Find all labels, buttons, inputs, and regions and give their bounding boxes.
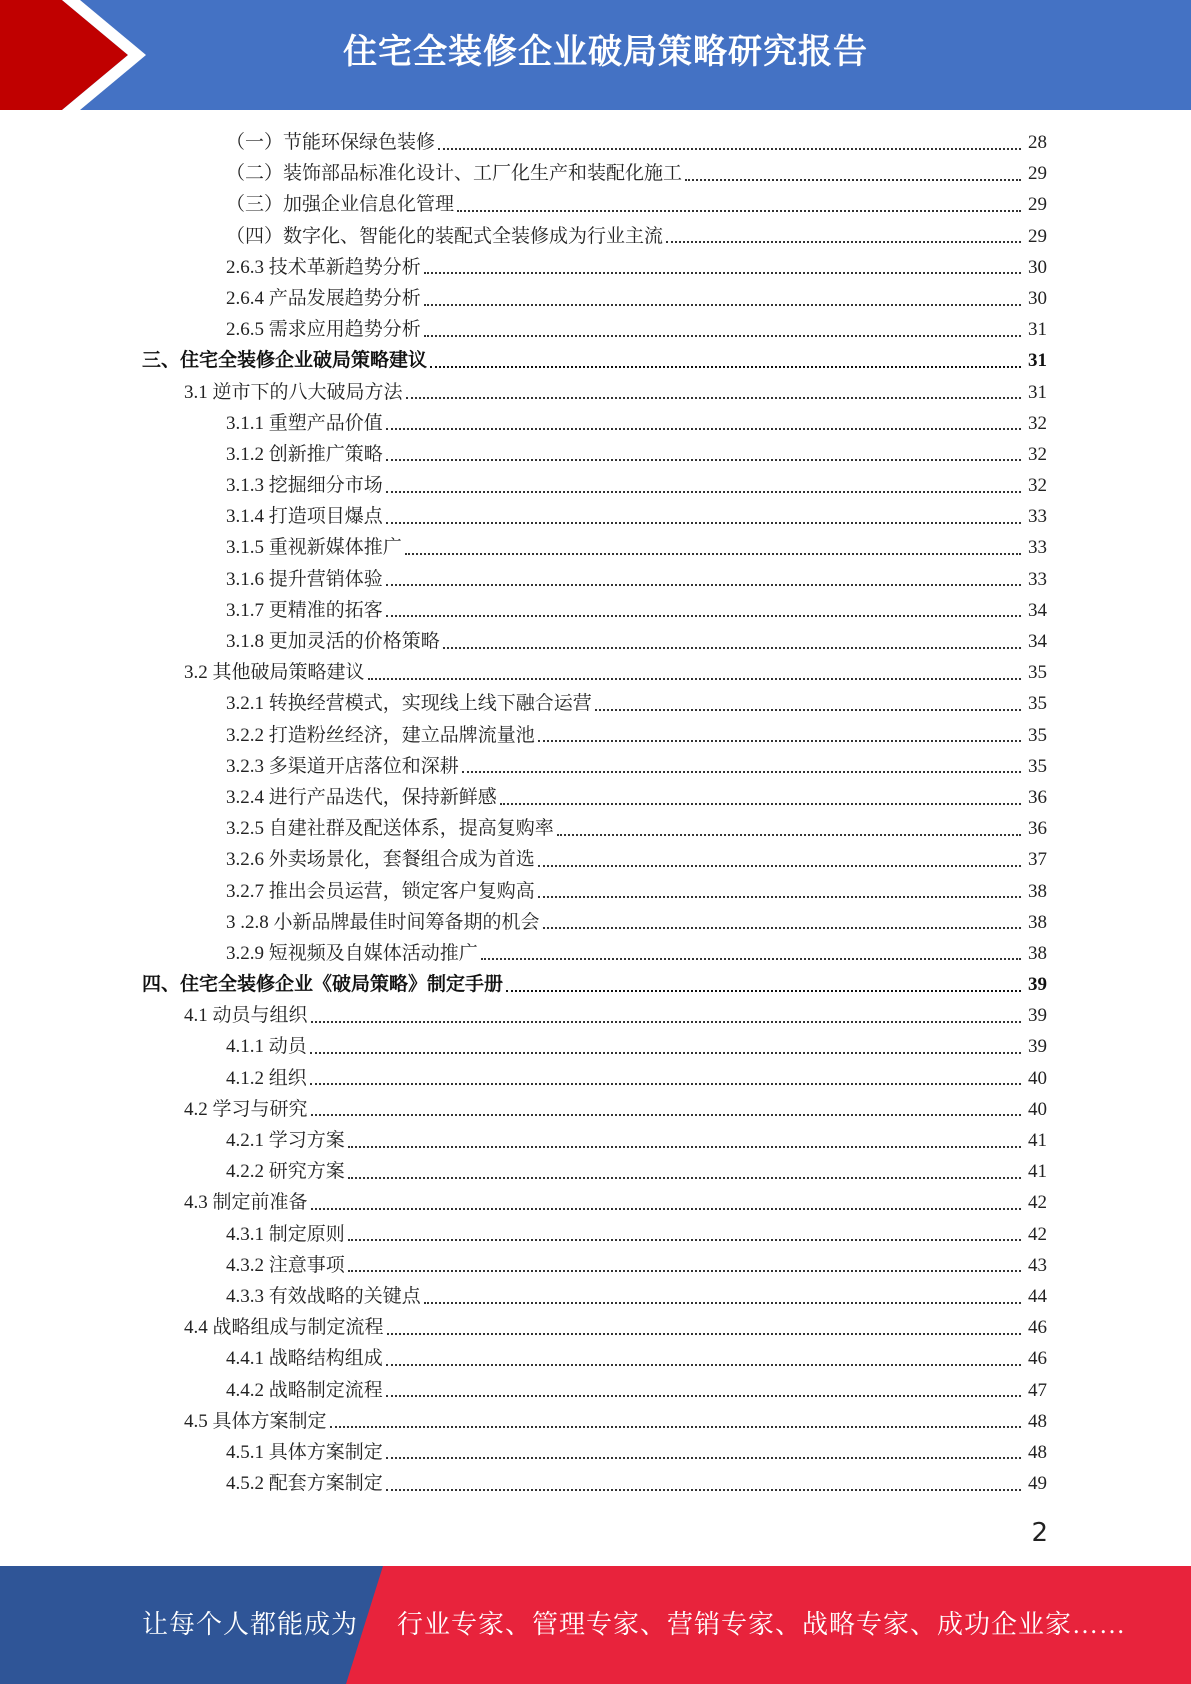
toc-entry-page: 33	[1028, 568, 1047, 590]
toc-entry-title: 4.1 动员与组织	[184, 1005, 308, 1027]
toc-entry-page: 30	[1028, 256, 1047, 278]
toc-entry-page: 48	[1028, 1410, 1047, 1432]
toc-entry-page: 34	[1028, 599, 1047, 621]
toc-dot-leader	[311, 1114, 1021, 1116]
toc-entry[interactable]	[0, 283, 1191, 314]
toc-entry-title: 2.6.4 产品发展趋势分析	[226, 287, 421, 309]
toc-dot-leader	[386, 1364, 1021, 1366]
toc-dot-leader	[386, 459, 1021, 461]
toc-entry-title: 三、住宅全装修企业破局策略建议	[142, 350, 428, 372]
toc-entry-page: 31	[1028, 350, 1047, 372]
toc-dot-leader	[543, 927, 1021, 929]
toc-entry[interactable]	[0, 688, 1191, 719]
toc-entry-title: 3.1 逆市下的八大破局方法	[184, 381, 403, 403]
toc-entry-title: 3.1.3 挖掘细分市场	[226, 475, 383, 497]
toc-dot-leader	[310, 1052, 1021, 1054]
toc-entry[interactable]	[0, 1063, 1191, 1094]
toc-entry-page: 43	[1028, 1254, 1047, 1276]
toc-entry-page: 42	[1028, 1223, 1047, 1245]
toc-entry[interactable]	[0, 1375, 1191, 1406]
toc-entry-page: 29	[1028, 194, 1047, 216]
toc-dot-leader	[443, 647, 1021, 649]
toc-dot-leader	[666, 241, 1021, 243]
toc-entry-page: 44	[1028, 1285, 1047, 1307]
toc-entry-title: 4.5.2 配套方案制定	[226, 1473, 383, 1495]
toc-entry-title: 4.3.3 有效战略的关键点	[226, 1285, 421, 1307]
toc-dot-leader	[424, 272, 1021, 274]
toc-entry-page: 38	[1028, 942, 1047, 964]
toc-entry-title: （四）数字化、智能化的装配式全装修成为行业主流	[226, 225, 664, 247]
toc-entry[interactable]	[0, 938, 1191, 969]
toc-entry[interactable]	[0, 657, 1191, 688]
toc-entry-title: 3.1.6 提升营销体验	[226, 568, 383, 590]
toc-dot-leader	[481, 958, 1021, 960]
toc-entry[interactable]	[0, 439, 1191, 470]
toc-entry[interactable]	[0, 813, 1191, 844]
toc-dot-leader	[538, 865, 1021, 867]
toc-entry[interactable]	[0, 345, 1191, 376]
toc-entry-page: 35	[1028, 755, 1047, 777]
toc-entry-title: 3.2.7 推出会员运营，锁定客户复购高	[226, 880, 535, 902]
toc-entry[interactable]	[0, 1125, 1191, 1156]
toc-entry-title: 4.3 制定前准备	[184, 1192, 308, 1214]
page-header	[0, 0, 1191, 110]
toc-entry-title: 3.2.4 进行产品迭代，保持新鲜感	[226, 786, 497, 808]
table-of-contents	[0, 127, 1191, 1499]
toc-entry-page: 48	[1028, 1441, 1047, 1463]
toc-entry-title: 3.2.6 外卖场景化，套餐组合成为首选	[226, 849, 535, 871]
toc-entry-title: 4.1.2 组织	[226, 1067, 307, 1089]
toc-entry[interactable]	[0, 969, 1191, 1000]
toc-dot-leader	[538, 740, 1021, 742]
footer-slogan-lead: 让每个人都能成为	[142, 1610, 359, 1639]
toc-entry-page: 33	[1028, 537, 1047, 559]
toc-entry[interactable]	[0, 907, 1191, 938]
toc-entry[interactable]	[0, 1468, 1191, 1499]
toc-entry[interactable]	[0, 532, 1191, 563]
toc-dot-leader	[386, 1489, 1021, 1491]
toc-entry-title: 3.1.4 打造项目爆点	[226, 506, 383, 528]
toc-dot-leader	[348, 1146, 1021, 1148]
toc-entry-title: 3.2.5 自建社群及配送体系，提高复购率	[226, 818, 554, 840]
toc-entry[interactable]	[0, 720, 1191, 751]
toc-entry-page: 40	[1028, 1098, 1047, 1120]
toc-entry[interactable]	[0, 1437, 1191, 1468]
toc-entry[interactable]	[0, 1343, 1191, 1374]
toc-entry[interactable]	[0, 408, 1191, 439]
toc-entry-page: 36	[1028, 818, 1047, 840]
toc-entry-title: 四、住宅全装修企业《破局策略》制定手册	[142, 974, 504, 996]
toc-dot-leader	[438, 148, 1021, 150]
toc-entry-page: 34	[1028, 631, 1047, 652]
toc-entry-page: 46	[1028, 1317, 1047, 1339]
toc-entry[interactable]	[0, 564, 1191, 595]
toc-entry-title: 3.2.3 多渠道开店落位和深耕	[226, 755, 459, 777]
toc-entry-title: 4.5 具体方案制定	[184, 1410, 327, 1432]
toc-entry[interactable]	[0, 844, 1191, 875]
toc-entry[interactable]	[0, 1156, 1191, 1187]
toc-entry-page: 47	[1028, 1379, 1047, 1401]
toc-dot-leader	[368, 678, 1021, 680]
toc-entry-page: 35	[1028, 662, 1047, 684]
toc-entry[interactable]	[0, 377, 1191, 408]
toc-dot-leader	[348, 1239, 1021, 1241]
toc-entry-title: 3 .2.8 小新品牌最佳时间筹备期的机会	[226, 911, 540, 933]
toc-dot-leader	[387, 1333, 1021, 1335]
toc-entry-page: 42	[1028, 1192, 1047, 1214]
toc-entry-page: 41	[1028, 1161, 1047, 1183]
toc-entry-page: 36	[1028, 786, 1047, 808]
toc-dot-leader	[506, 990, 1021, 992]
toc-dot-leader	[595, 709, 1021, 711]
toc-dot-leader	[424, 335, 1021, 337]
toc-entry[interactable]	[0, 1094, 1191, 1125]
toc-entry-title: 4.4 战略组成与制定流程	[184, 1317, 384, 1339]
toc-dot-leader	[538, 896, 1021, 898]
toc-entry-title: 3.1.7 更精准的拓客	[226, 599, 383, 621]
toc-entry-page: 30	[1028, 287, 1047, 309]
toc-entry-page: 38	[1028, 880, 1047, 902]
toc-entry[interactable]	[0, 751, 1191, 782]
toc-entry[interactable]	[0, 1187, 1191, 1218]
toc-entry-title: 4.4.2 战略制定流程	[226, 1379, 383, 1401]
toc-entry-title: 2.6.3 技术革新趋势分析	[226, 256, 421, 278]
toc-entry-title: 3.2.1 转换经营模式，实现线上线下融合运营	[226, 693, 592, 715]
toc-entry-title: 4.1.1 动员	[226, 1036, 307, 1058]
toc-entry[interactable]	[0, 876, 1191, 907]
toc-entry-page: 32	[1028, 443, 1047, 465]
toc-dot-leader	[386, 522, 1021, 524]
toc-entry-page: 41	[1028, 1130, 1047, 1151]
report-title: 住宅全装修企业破局策略研究报告	[343, 32, 868, 72]
toc-entry-title: 4.3.1 制定原则	[226, 1223, 345, 1245]
toc-dot-leader	[430, 366, 1021, 368]
toc-dot-leader	[405, 553, 1021, 555]
toc-entry[interactable]	[0, 1000, 1191, 1031]
toc-entry-page: 29	[1028, 225, 1047, 247]
toc-entry-title: （三）加强企业信息化管理	[226, 194, 455, 216]
toc-entry-page: 38	[1028, 911, 1047, 933]
toc-dot-leader	[386, 584, 1021, 586]
toc-entry-title: 3.2.2 打造粉丝经济，建立品牌流量池	[226, 724, 535, 746]
toc-entry[interactable]	[0, 221, 1191, 252]
toc-entry-title: （二）装饰部品标准化设计、工厂化生产和装配化施工	[226, 163, 683, 185]
toc-entry-page: 31	[1028, 381, 1047, 403]
toc-dot-leader	[386, 1395, 1021, 1397]
page-number: 2	[1031, 1518, 1048, 1548]
toc-entry-title: 3.1.5 重视新媒体推广	[226, 537, 402, 559]
toc-entry[interactable]	[0, 1250, 1191, 1281]
toc-dot-leader	[386, 491, 1021, 493]
toc-entry[interactable]	[0, 595, 1191, 626]
toc-entry-title: 4.2.2 研究方案	[226, 1161, 345, 1183]
toc-dot-leader	[462, 771, 1021, 773]
toc-entry[interactable]	[0, 1281, 1191, 1312]
toc-entry[interactable]	[0, 501, 1191, 532]
toc-entry-page: 35	[1028, 724, 1047, 746]
toc-entry-page: 33	[1028, 506, 1047, 528]
footer-slogan-roles: 行业专家、管理专家、营销专家、战略专家、成功企业家……	[397, 1610, 1127, 1639]
toc-entry-title: 3.1.2 创新推广策略	[226, 443, 383, 465]
toc-entry[interactable]	[0, 127, 1191, 158]
toc-entry-title: 4.4.1 战略结构组成	[226, 1348, 383, 1370]
toc-entry-title: 3.2 其他破局策略建议	[184, 662, 365, 684]
toc-dot-leader	[557, 834, 1021, 836]
toc-entry-page: 35	[1028, 693, 1047, 715]
toc-dot-leader	[310, 1083, 1021, 1085]
toc-dot-leader	[330, 1426, 1021, 1428]
toc-entry-page: 31	[1028, 319, 1047, 341]
toc-entry-page: 28	[1028, 132, 1047, 153]
toc-entry-page: 37	[1028, 849, 1047, 871]
toc-entry-title: 3.1.1 重塑产品价值	[226, 412, 383, 434]
toc-entry-title: 4.3.2 注意事项	[226, 1254, 345, 1276]
toc-entry-page: 29	[1028, 163, 1047, 185]
toc-dot-leader	[386, 1457, 1021, 1459]
toc-dot-leader	[406, 397, 1021, 399]
toc-dot-leader	[386, 428, 1021, 430]
toc-entry-title: （一）节能环保绿色装修	[226, 132, 436, 153]
toc-dot-leader	[424, 304, 1021, 306]
toc-dot-leader	[457, 210, 1021, 212]
toc-dot-leader	[500, 803, 1021, 805]
toc-entry-page: 32	[1028, 475, 1047, 497]
toc-entry[interactable]	[0, 470, 1191, 501]
toc-entry[interactable]	[0, 158, 1191, 189]
toc-dot-leader	[348, 1270, 1021, 1272]
toc-entry[interactable]	[0, 1312, 1191, 1343]
toc-entry-title: 4.2.1 学习方案	[226, 1130, 345, 1151]
toc-dot-leader	[386, 615, 1021, 617]
toc-entry[interactable]	[0, 1031, 1191, 1062]
toc-entry-page: 49	[1028, 1473, 1047, 1495]
toc-entry-page: 40	[1028, 1067, 1047, 1089]
toc-entry-page: 46	[1028, 1348, 1047, 1370]
toc-entry[interactable]	[0, 782, 1191, 813]
toc-entry[interactable]	[0, 314, 1191, 345]
toc-entry-page: 39	[1028, 1036, 1047, 1058]
toc-entry[interactable]	[0, 252, 1191, 283]
toc-dot-leader	[311, 1208, 1021, 1210]
toc-entry-title: 3.2.9 短视频及自媒体活动推广	[226, 942, 478, 964]
toc-dot-leader	[311, 1021, 1021, 1023]
toc-entry[interactable]	[0, 626, 1191, 657]
toc-entry[interactable]	[0, 1219, 1191, 1250]
toc-dot-leader	[685, 179, 1021, 181]
toc-entry-title: 3.1.8 更加灵活的价格策略	[226, 631, 440, 652]
toc-dot-leader	[424, 1302, 1021, 1304]
toc-entry-title: 4.5.1 具体方案制定	[226, 1441, 383, 1463]
toc-entry[interactable]	[0, 189, 1191, 220]
toc-entry-page: 39	[1028, 974, 1047, 996]
toc-entry-title: 2.6.5 需求应用趋势分析	[226, 319, 421, 341]
toc-dot-leader	[348, 1177, 1021, 1179]
toc-entry-page: 32	[1028, 412, 1047, 434]
toc-entry[interactable]	[0, 1406, 1191, 1437]
toc-entry-page: 39	[1028, 1005, 1047, 1027]
page-footer	[0, 1566, 1191, 1684]
toc-entry-title: 4.2 学习与研究	[184, 1098, 308, 1120]
